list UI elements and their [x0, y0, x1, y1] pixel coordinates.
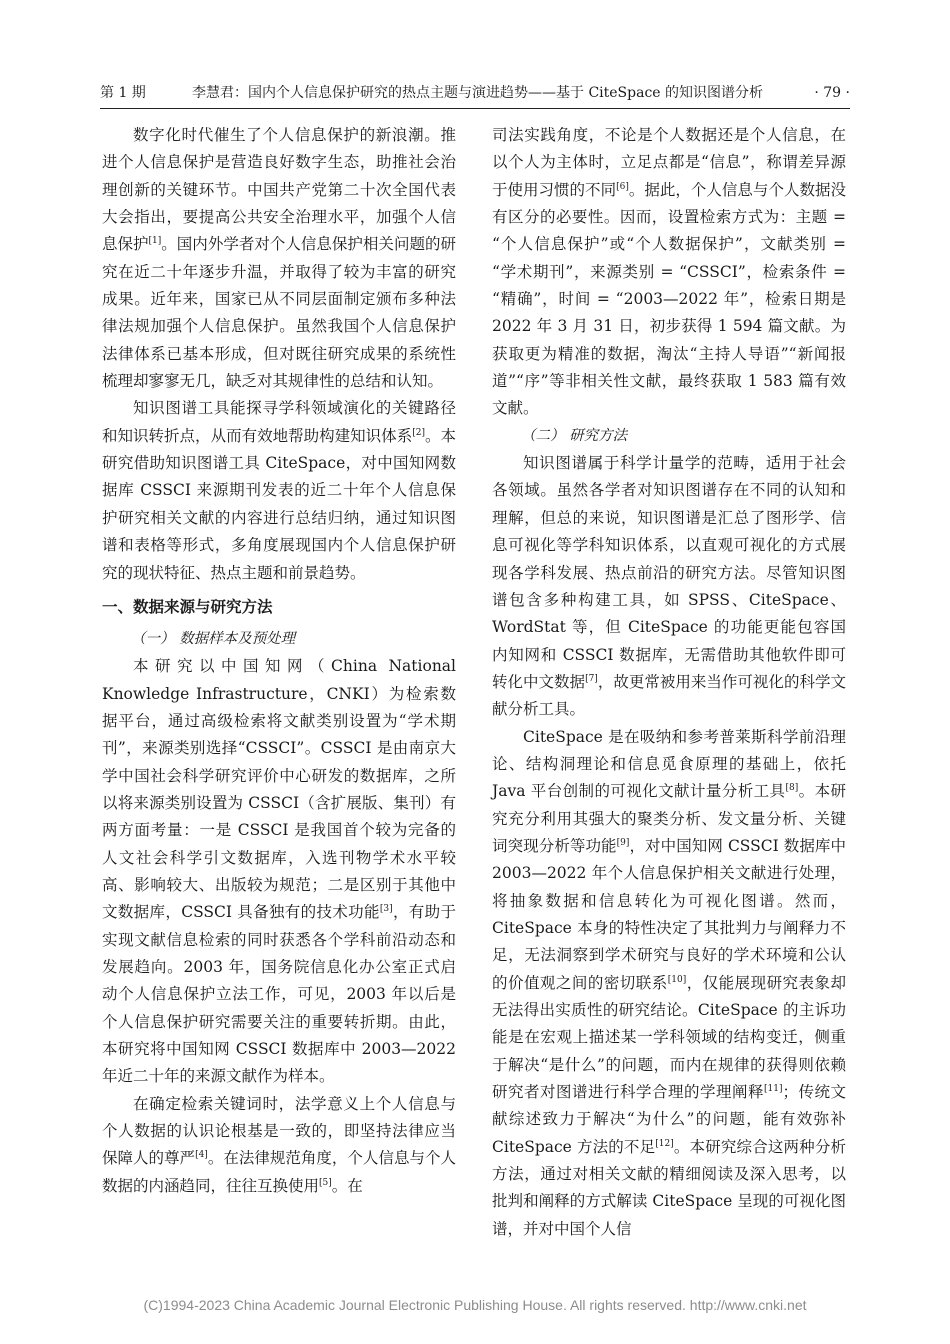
left-column: [102, 122, 456, 1200]
copyright-footer: (C)1994-2023 China Academic Journal Electronic Publishing House. All rights reserved. http://www.cnki.net: [143, 1297, 807, 1313]
citation: [11]: [764, 1083, 783, 1094]
citation: [2]: [412, 427, 425, 438]
citation: [1]: [148, 236, 162, 247]
citation: [9]: [616, 837, 630, 848]
subsection-heading-2: （二） 研究方法: [521, 427, 628, 444]
keyword-paragraph-continued: 司法实践角度，不论是个人数据还是个人信息，在以个人为主体时，立足点都是“信息”，称谓差异源于使用习惯的不同[6]。据此，个人信息与个人数据没有区分的必要性。因而，设置检索方式为：主题 = “个人信息保护”或“个人数据保护”，文献类别 = “学术期刊”，来源类别 = “CSSCI”，检索条件 = “精确”，时间 = “2003—2022 年”，检索日期是 2022 年 3 月 31 日，初步获得 1 594 篇文献。为获取更为精准的数据，淘汰“主持人导语”“新闻报道”“序”等非相关性文献，最终获取 1 583 篇有效文献。: [492, 126, 846, 418]
citation: [4]: [195, 1150, 208, 1161]
citation: [3]: [379, 904, 393, 915]
intro-paragraph-2: 知识图谱工具能探寻学科领域演化的关键路径和知识转折点，从而有效地帮助构建知识体系[2]。本研究借助知识图谱工具 CiteSpace，对中国知网数据库 CSSCI 来源期刊发表的近二十年个人信息保护研究相关文献的内容进行总结归纳，通过知识图谱和表格等形式，多角度展现国内个人信息保护研究的现状特征、热点主题和前景趋势。: [102, 399, 456, 582]
data-source-paragraph: 本研究以中国知网（China National Knowledge Infrastructure，CNKI）为检索数据平台，通过高级检索将文献类别设置为“学术期刊”，来源类别选择“CSSCI”。CSSCI 是由南京大学中国社会科学研究评价中心研发的数据库，之所以将来源类别设置为 CSSCI（含扩展版、集刊）有两方面考量：一是 CSSCI 是我国首个较为完备的人文社会科学引文数据库，入选刊物学术水平较高、影响较大、出版较为规范；二是区别于其他中文数据库，CSSCI 具备独有的技术功能[3]，有助于实现文献信息检索的同时获悉各个学科前沿动态和发展趋向。2003 年，国务院信息化办公室正式启动个人信息保护立法工作，可见，2003 年以后是个人信息保护研究需要关注的重要转折期。由此，本研究将中国知网 CSSCI 数据库中 2003—2022 年近二十年的来源文献作为样本。: [102, 657, 456, 1086]
citation: [7]: [585, 673, 598, 684]
method-paragraph-1: 知识图谱属于科学计量学的范畴，适用于社会各领域。虽然各学者对知识图谱存在不同的认知和理解，但总的来说，知识图谱是汇总了图形学、信息可视化等学科知识体系，以直观可视化的方式展现各学科发展、热点前沿的研究方法。尽管知识图谱包含多种构建工具，如 SPSS、CiteSpace、WordStat 等，但 CiteSpace 的功能更能包容国内知网和 CSSCI 数据库，无需借助其他软件即可转化中文数据[7]，故更常被用来当作可视化的科学文献分析工具。: [492, 454, 846, 719]
subsection-heading-1: （一） 数据样本及预处理: [131, 630, 296, 647]
citation: [5]: [319, 1177, 332, 1188]
citation: [12]: [655, 1138, 674, 1149]
keyword-paragraph: 在确定检索关键词时，法学意义上个人信息与个人数据的认识论根基是一致的，即坚持法律应当保障人的尊严[4]。在法律规范角度，个人信息与个人数据的内涵趋同，往往互换使用[5]。在: [102, 1094, 456, 1195]
section-heading: 一、数据来源与研究方法: [102, 597, 273, 616]
method-paragraph-2: CiteSpace 是在吸纳和参考普莱斯科学前沿理论、结构洞理论和信息觅食原理的基础上，依托 Java 平台创制的可视化文献计量分析工具[8]。本研究充分利用其强大的聚类分析、发文量分析、关键词突现分析等功能[9]，对中国知网 CSSCI 数据库中 2003—2022 年个人信息保护相关文献进行处理，将抽象数据和信息转化为可视化图谱。然而，CiteSpace 本身的特性决定了其批判力与阐释力不足，无法洞察到学术研究与良好的学术环境和公认的价值观之间的密切联系[10]，仅能展现研究表象却无法得出实质性的研究结论。CiteSpace 的主诉功能是在宏观上描述某一学科领域的结构变迁，侧重于解决“是什么”的问题，而内在规律的获得则依赖研究者对图谱进行科学合理的学理阐释[11]；传统文献综述致力于解决“为什么”的问题，能有效弥补 CiteSpace 方法的不足[12]。本研究综合这两种分析方法，通过对相关文献的精细阅读及深入思考，以批判和阐释的方式解读 CiteSpace 呈现的可视化图谱，并对中国个人信: [492, 727, 846, 1238]
citation: [10]: [667, 974, 687, 985]
issue-number: 第 1 期: [100, 85, 146, 101]
running-header: [100, 82, 850, 106]
page-number: · 79 ·: [814, 85, 850, 101]
citation: [8]: [785, 783, 799, 794]
citation: [6]: [616, 181, 629, 192]
header-rule: [100, 108, 850, 109]
running-title: 李慧君：国内个人信息保护研究的热点主题与演进趋势——基于 CiteSpace 的知识图谱分析: [192, 85, 764, 101]
right-column: [492, 122, 846, 1243]
intro-paragraph-1: 数字化时代催生了个人信息保护的新浪潮。推进个人信息保护是营造良好数字生态，助推社会治理创新的关键环节。中国共产党第二十次全国代表大会指出，要提高公共安全治理水平，加强个人信息保护[1]。国内外学者对个人信息保护相关问题的研究在近二十年逐步升温，并取得了较为丰富的研究成果。近年来，国家已从不同层面制定颁布多种法律法规加强个人信息保护。虽然我国个人信息保护法律体系已基本形成，但对既往研究成果的系统性梳理却寥寥无几，缺乏对其规律性的总结和认知。: [102, 126, 456, 391]
